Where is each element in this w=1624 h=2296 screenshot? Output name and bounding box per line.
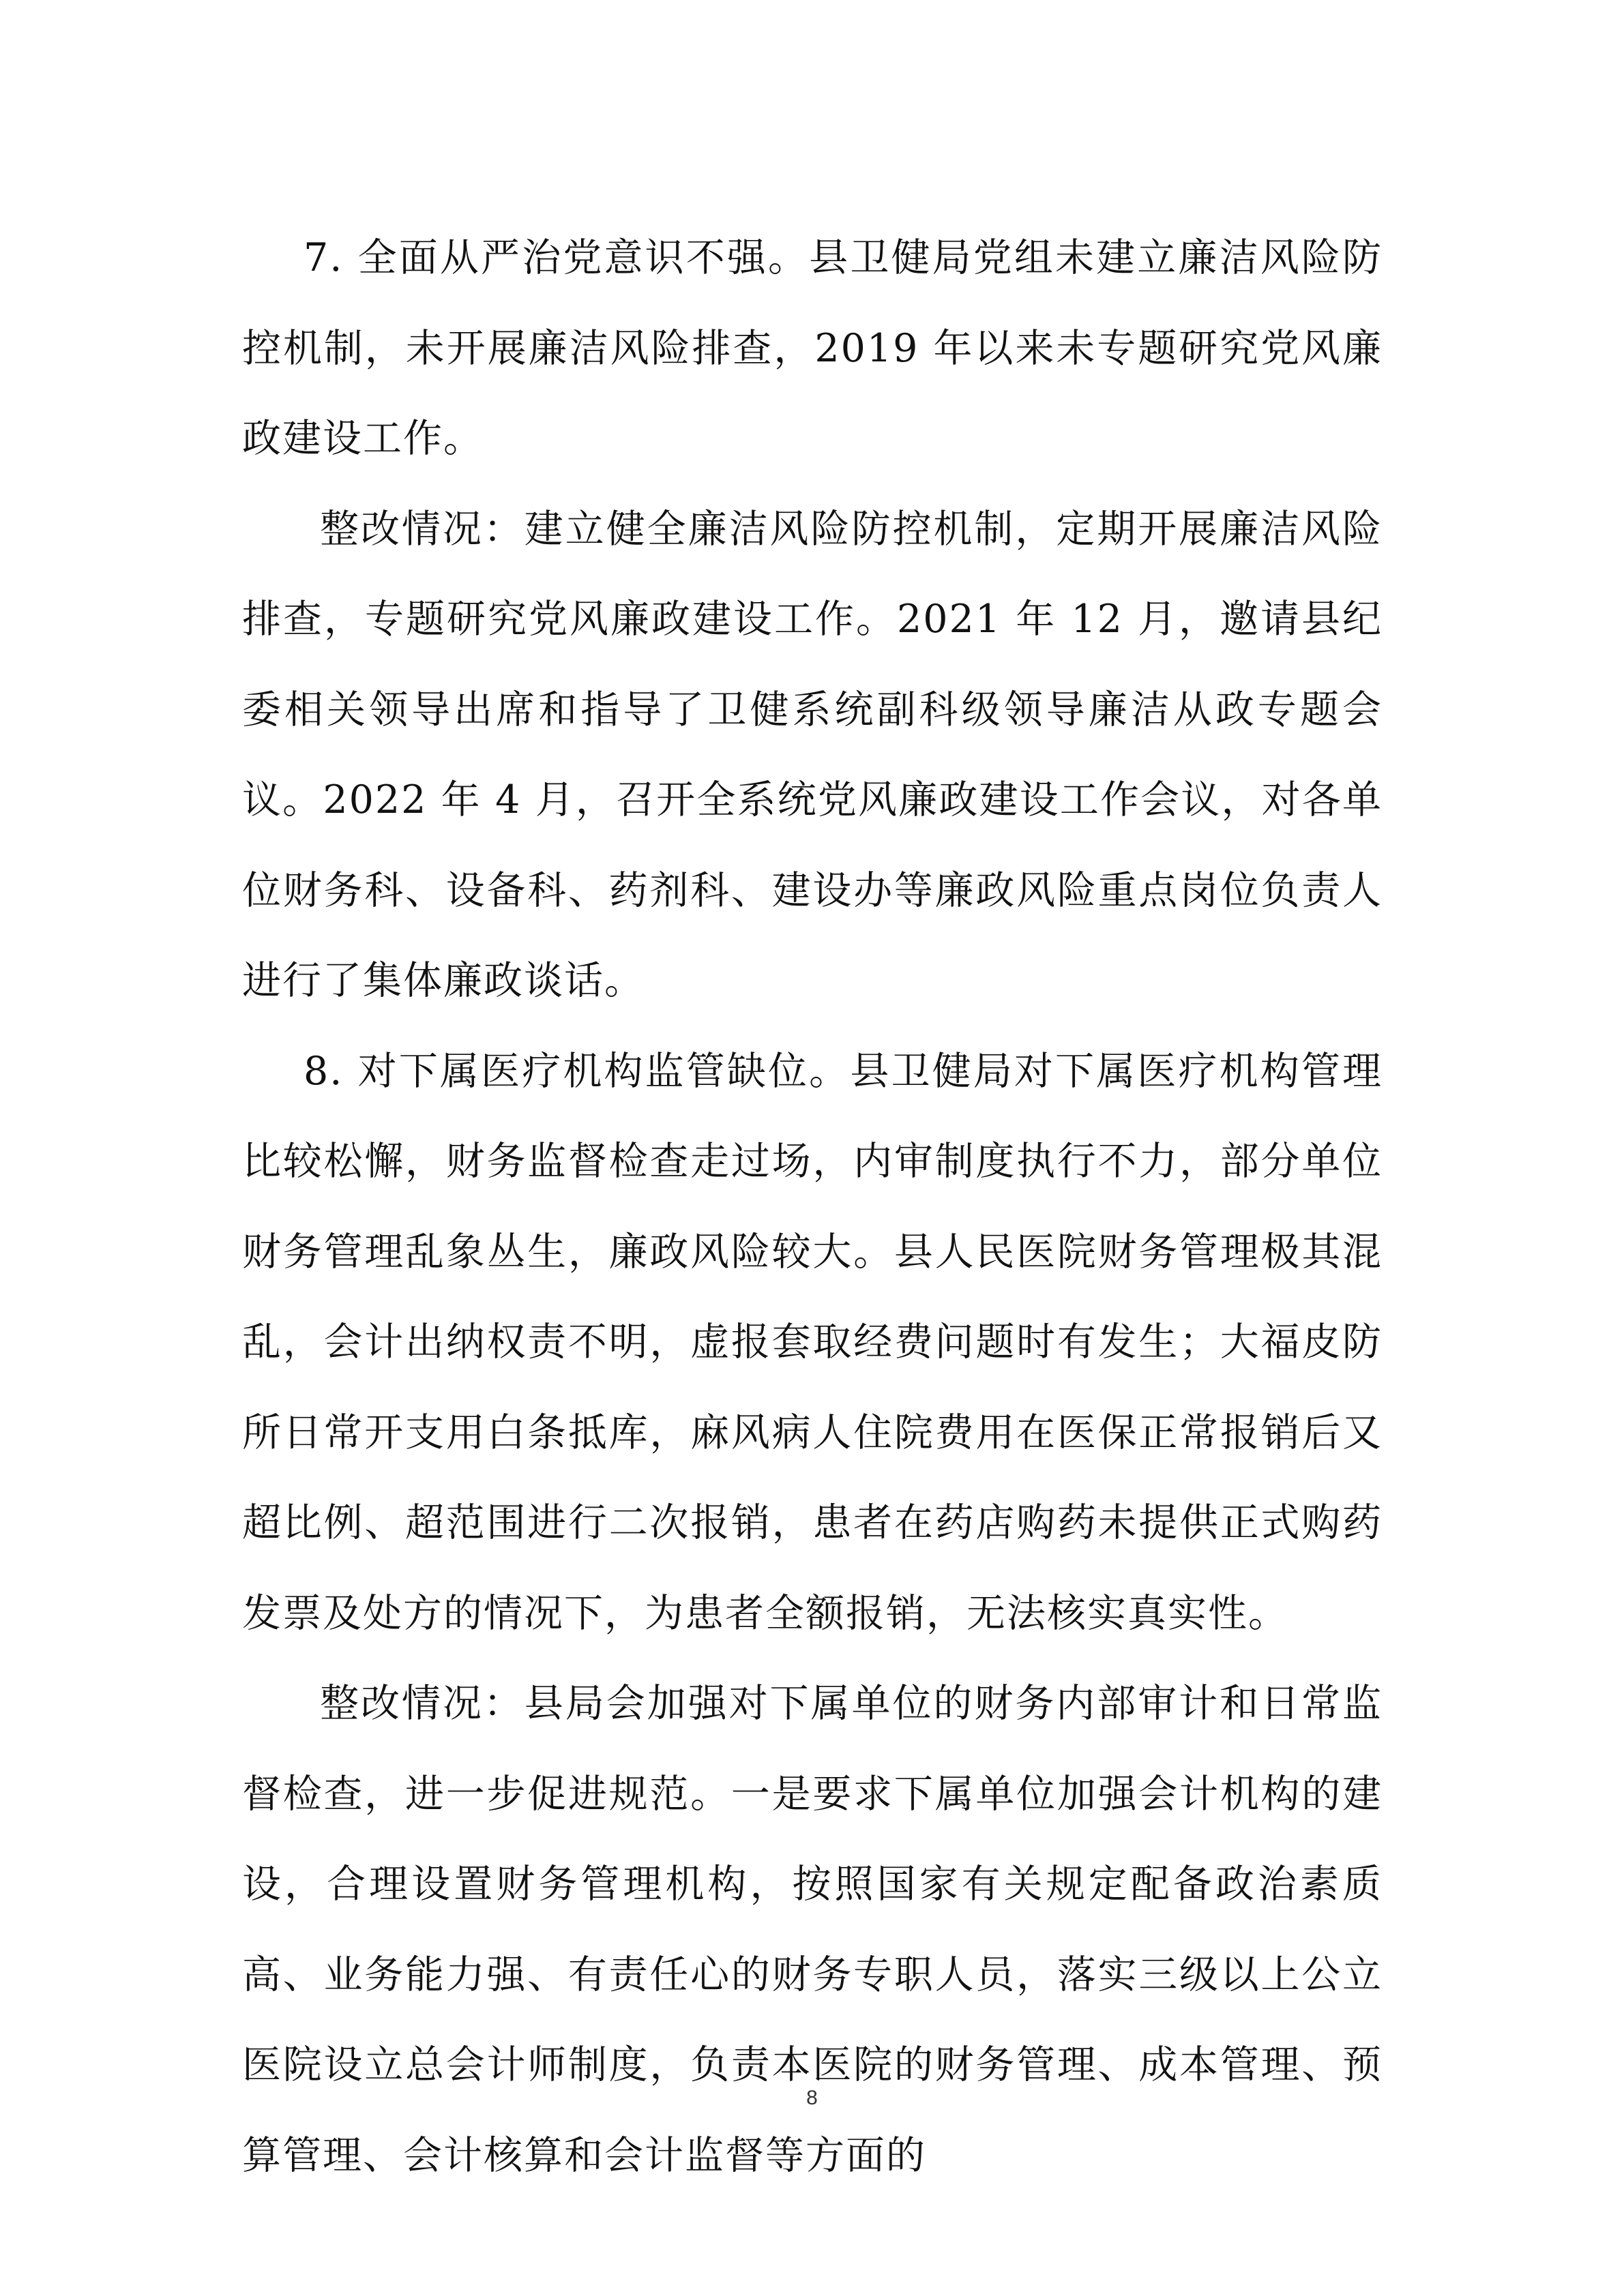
page-number: 8	[806, 2087, 818, 2109]
rectification-8-paragraph: 整改情况：县局会加强对下属单位的财务内部审计和日常监督检查，进一步促进规范。一是要求下属单位加强会计机构的建设，合理设置财务管理机构，按照国家有关规定配备政治素质高、业务能力强、有责任心的财务专职人员，落实三级以上公立医院设立总会计师制度，负责本医院的财务管理、成本管理、预算管理、会计核算和会计监督等方面的	[242, 1681, 1383, 2178]
document-body	[242, 213, 1383, 2201]
issue-8-paragraph: 8. 对下属医疗机构监管缺位。县卫健局对下属医疗机构管理比较松懈，财务监督检查走过场，内审制度执行不力，部分单位财务管理乱象丛生，廉政风险较大。县人民医院财务管理极其混乱，会计出纳权责不明，虚报套取经费问题时有发生；大福皮防所日常开支用白条抵库，麻风病人住院费用在医保正常报销后又超比例、超范围进行二次报销，患者在药店购药未提供正式购药发票及处方的情况下，为患者全额报销，无法核实真实性。	[242, 1048, 1383, 1636]
issue-7-paragraph: 7. 全面从严治党意识不强。县卫健局党组未建立廉洁风险防控机制，未开展廉洁风险排查，2019 年以来未专题研究党风廉政建设工作。	[242, 235, 1383, 461]
rectification-7-paragraph: 整改情况：建立健全廉洁风险防控机制，定期开展廉洁风险排查，专题研究党风廉政建设工作。2021 年 12 月，邀请县纪委相关领导出席和指导了卫健系统副科级领导廉洁从政专题会议。2022 年 4 月，召开全系统党风廉政建设工作会议，对各单位财务科、设备科、药剂科、建设办等廉政风险重点岗位负责人进行了集体廉政谈话。	[242, 506, 1383, 1003]
